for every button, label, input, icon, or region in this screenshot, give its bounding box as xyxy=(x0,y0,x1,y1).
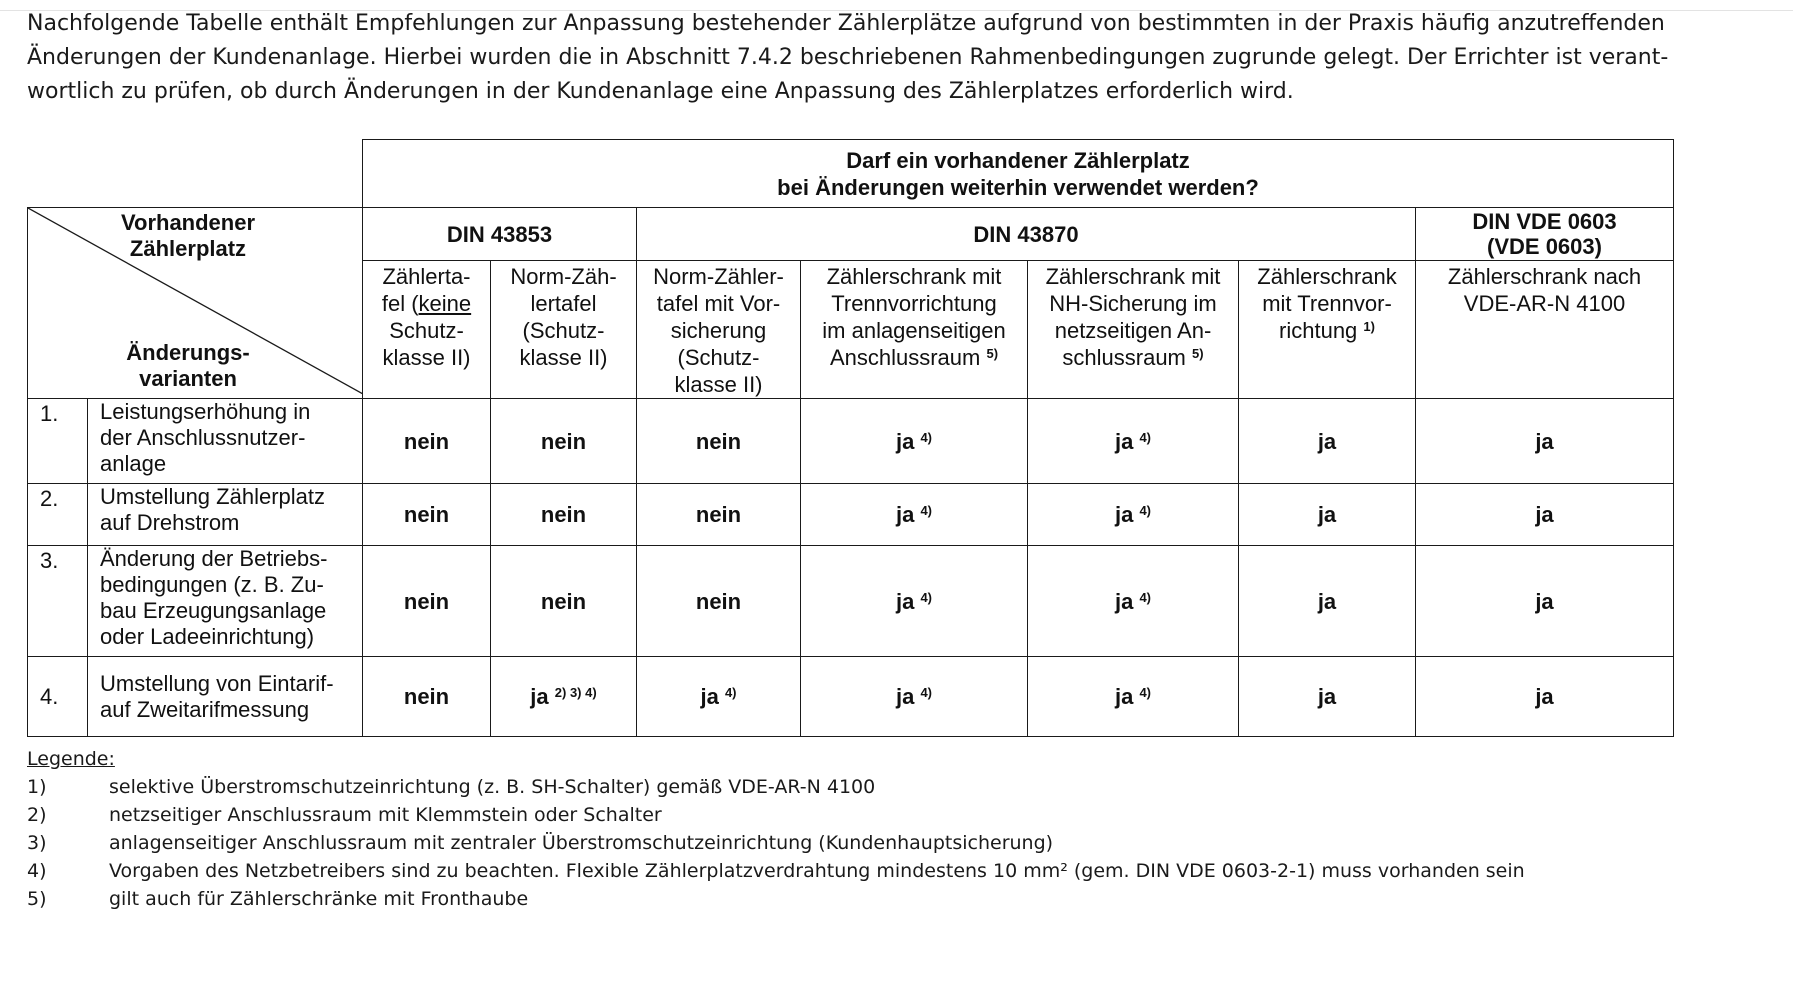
cell-value-text: ja xyxy=(895,588,915,614)
table-row xyxy=(28,484,1674,546)
col-header-line: Zählerta- xyxy=(382,264,471,289)
col-zaehlerschrank-nh-sicherung xyxy=(1028,261,1239,399)
cell-value: nein xyxy=(363,657,491,737)
intro-line: Änderungen der Kundenanlage. Hierbei wurden die in Abschnitt 7.4.2 beschriebenen Rahmenbedingungen zugrunde gelegt. Der Errichter ist verant- xyxy=(27,45,1669,70)
col-header-line: VDE-AR-N 4100 xyxy=(1463,291,1626,316)
legend-item xyxy=(27,885,1525,913)
footnote-ref: 4) xyxy=(1139,503,1152,518)
legend-number: 4) xyxy=(27,860,47,882)
col-header-line: tafel mit Vor- xyxy=(656,291,781,316)
cell-value xyxy=(801,399,1028,484)
footnote-ref: 4) xyxy=(1139,589,1152,605)
cell-value: nein xyxy=(637,484,801,546)
cell-value-text: ja xyxy=(700,684,719,709)
row-number: 3. xyxy=(28,546,88,657)
cell-value: ja xyxy=(1416,657,1674,737)
row-description-line: der Anschlussnutzer- xyxy=(100,425,306,450)
cell-value xyxy=(801,657,1028,737)
row-description xyxy=(88,657,363,737)
cell-value: ja xyxy=(1239,484,1416,546)
legend-text: selektive Überstromschutzeinrichtung (z. B. SH-Schalter) gemäß VDE-AR-N 4100 xyxy=(109,776,876,798)
col-zaehlerschrank-trennvorrichtung xyxy=(1239,261,1416,399)
row-description-line: Umstellung Zählerplatz xyxy=(100,484,325,509)
group-din43870: DIN 43870 xyxy=(637,208,1416,261)
table-row xyxy=(28,399,1674,484)
cell-value xyxy=(1028,399,1239,484)
corner-bottom-label xyxy=(108,340,268,392)
col-header-line xyxy=(363,290,490,317)
cell-value-text: ja xyxy=(1114,502,1134,527)
legend-number: 1) xyxy=(27,776,47,798)
col-header-line: Zählerschrank nach xyxy=(1447,264,1642,289)
col-header-line: Norm-Zähler- xyxy=(653,264,784,289)
col-header-line: klasse II) xyxy=(519,345,608,370)
row-description-line: Änderung der Betriebs- xyxy=(100,546,328,571)
footnote-ref: 1) xyxy=(1363,319,1375,334)
row-number: 2. xyxy=(28,484,88,546)
col-header-line xyxy=(801,344,1027,371)
col-header-underlined: keine xyxy=(418,291,472,316)
group-din-vde-line: (VDE 0603) xyxy=(1487,234,1602,259)
row-description-line: bau Erzeugungsanlage xyxy=(100,598,327,623)
table-row xyxy=(28,546,1674,657)
footnote-ref: 4) xyxy=(920,503,933,518)
col-header-line: klasse II) xyxy=(382,345,471,370)
legend-item xyxy=(27,773,1525,801)
footnote-ref: 4) xyxy=(920,685,933,700)
cell-value-text: ja xyxy=(895,428,915,454)
zaehlerplatz-matrix-table xyxy=(27,139,1674,737)
col-header-fragment: richtung xyxy=(1279,318,1358,343)
cell-value-text: ja xyxy=(1114,684,1134,709)
col-header-line: Schutz- xyxy=(389,318,464,343)
corner-top-line: Vorhandener xyxy=(120,210,256,235)
question-line: bei Änderungen weiterhin verwendet werden? xyxy=(777,174,1259,200)
cell-value-text: ja xyxy=(530,684,549,709)
col-header-fragment: Anschlussraum xyxy=(829,345,981,370)
table-row xyxy=(28,657,1674,737)
col-header-line: NH-Sicherung im xyxy=(1049,291,1217,316)
legend-text: netzseitiger Anschlussraum mit Klemmstein oder Schalter xyxy=(109,804,662,826)
footnote-ref: 4) xyxy=(1139,429,1152,445)
col-header-line: Zählerschrank xyxy=(1257,264,1397,289)
col-header-line: klasse II) xyxy=(674,372,763,397)
footnote-ref: 4) xyxy=(920,589,933,605)
col-header-line: Zählerschrank mit xyxy=(826,264,1002,289)
cell-value: ja xyxy=(1239,399,1416,484)
legend-text: Vorgaben des Netzbetreibers sind zu beachten. Flexible Zählerplatzverdrahtung mindestens 10 mm² (gem. DIN VDE 0603-2-1) muss vorhanden sein xyxy=(109,860,1525,882)
cell-value xyxy=(801,546,1028,657)
cell-value: ja xyxy=(1416,484,1674,546)
corner-top-label xyxy=(88,210,288,262)
group-din43853: DIN 43853 xyxy=(363,208,637,261)
row-description-line: anlage xyxy=(100,451,167,476)
row-description-line: oder Ladeeinrichtung) xyxy=(100,624,315,649)
cell-value xyxy=(637,657,801,737)
col-header-line: Trennvorrichtung xyxy=(831,291,997,316)
corner-top-line: Zählerplatz xyxy=(129,236,247,261)
footnote-ref: 4) xyxy=(724,685,737,700)
cell-value: nein xyxy=(491,399,637,484)
col-norm-zaehlertafel-vorsicherung xyxy=(637,261,801,399)
legend xyxy=(27,745,1525,913)
cell-value: ja xyxy=(1239,657,1416,737)
intro-line: Nachfolgende Tabelle enthält Empfehlungen zur Anpassung bestehender Zählerplätze aufgrund von bestimmten in der Praxis häufig anzutreffenden xyxy=(27,11,1665,36)
question-header xyxy=(363,140,1674,208)
footnote-ref: 4) xyxy=(1139,685,1152,700)
cell-value: nein xyxy=(363,484,491,546)
footnote-ref: 5) xyxy=(1192,346,1204,361)
diagonal-corner-header xyxy=(28,208,363,399)
legend-number: 3) xyxy=(27,832,47,854)
question-header-row xyxy=(28,140,1674,208)
col-header-line: lertafel xyxy=(530,291,597,316)
footnote-ref: 4) xyxy=(920,429,933,445)
cell-value: nein xyxy=(491,484,637,546)
footnote-ref: 2) 3) 4) xyxy=(554,685,597,700)
col-header-line: (Schutz- xyxy=(522,318,605,343)
row-description xyxy=(88,484,363,546)
footnote-ref: 5) xyxy=(986,346,999,361)
cell-value-text: ja xyxy=(1114,588,1134,614)
col-norm-zaehlertafel xyxy=(491,261,637,399)
cell-value xyxy=(1028,657,1239,737)
empty-corner xyxy=(28,140,363,208)
group-din-vde-0603 xyxy=(1416,208,1674,261)
legend-item xyxy=(27,857,1525,885)
cell-value: ja xyxy=(1416,399,1674,484)
question-line: Darf ein vorhandener Zählerplatz xyxy=(846,147,1190,173)
corner-bottom-line: varianten xyxy=(139,366,237,391)
col-header-line: sicherung xyxy=(670,318,767,343)
cell-value: nein xyxy=(363,399,491,484)
col-header-line xyxy=(1239,317,1415,344)
col-zaehlertafel-keine-schutzklasse xyxy=(363,261,491,399)
legend-item xyxy=(27,829,1525,857)
cell-value xyxy=(1028,484,1239,546)
col-header-line: im anlagenseitigen xyxy=(822,318,1006,343)
intro-paragraph xyxy=(27,7,1757,109)
col-header-line: netzseitigen An- xyxy=(1054,318,1212,343)
col-header-line xyxy=(1028,344,1238,371)
cell-value: nein xyxy=(363,546,491,657)
col-header-line: Zählerschrank mit xyxy=(1045,264,1221,289)
cell-value: nein xyxy=(491,546,637,657)
col-zaehlerschrank-vde-ar-n-4100 xyxy=(1416,261,1674,399)
corner-bottom-line: Änderungs- xyxy=(126,340,250,365)
legend-title: Legende: xyxy=(27,748,115,770)
group-header-row xyxy=(28,208,1674,261)
cell-value xyxy=(801,484,1028,546)
group-din-vde-line: DIN VDE 0603 xyxy=(1472,209,1617,234)
legend-number: 5) xyxy=(27,888,47,910)
legend-text: anlagenseitiger Anschlussraum mit zentraler Überstromschutzeinrichtung (Kundenhauptsicherung) xyxy=(109,832,1054,854)
legend-number: 2) xyxy=(27,804,47,826)
col-header-fragment: fel ( xyxy=(381,291,419,316)
cell-value xyxy=(491,657,637,737)
row-description-line: Leistungserhöhung in xyxy=(100,399,311,424)
cell-value: nein xyxy=(637,546,801,657)
col-header-line: (Schutz- xyxy=(677,345,760,370)
row-description-line: bedingungen (z. B. Zu- xyxy=(100,572,324,597)
col-zaehlerschrank-trennvorrichtung-anlagenseitig xyxy=(801,261,1028,399)
row-description xyxy=(88,399,363,484)
cell-value-text: ja xyxy=(895,684,915,709)
row-description xyxy=(88,546,363,657)
row-description-line: auf Drehstrom xyxy=(100,510,240,535)
intro-line: wortlich zu prüfen, ob durch Änderungen in der Kundenanlage eine Anpassung des Zählerplatzes erforderlich wird. xyxy=(27,79,1294,104)
cell-value xyxy=(1028,546,1239,657)
col-header-fragment: schlussraum xyxy=(1062,345,1186,370)
cell-value: nein xyxy=(637,399,801,484)
row-description-line: Umstellung von Eintarif- xyxy=(100,670,334,696)
col-header-line: Norm-Zäh- xyxy=(510,264,617,289)
cell-value-text: ja xyxy=(1114,428,1134,454)
cell-value: ja xyxy=(1239,546,1416,657)
cell-value-text: ja xyxy=(895,502,915,527)
row-description-line: auf Zweitarifmessung xyxy=(100,696,310,722)
cell-value: ja xyxy=(1416,546,1674,657)
row-number: 1. xyxy=(28,399,88,484)
legend-item xyxy=(27,801,1525,829)
row-number: 4. xyxy=(28,657,88,737)
col-header-line: mit Trennvor- xyxy=(1262,291,1392,316)
legend-text: gilt auch für Zählerschränke mit Fronthaube xyxy=(109,888,529,910)
